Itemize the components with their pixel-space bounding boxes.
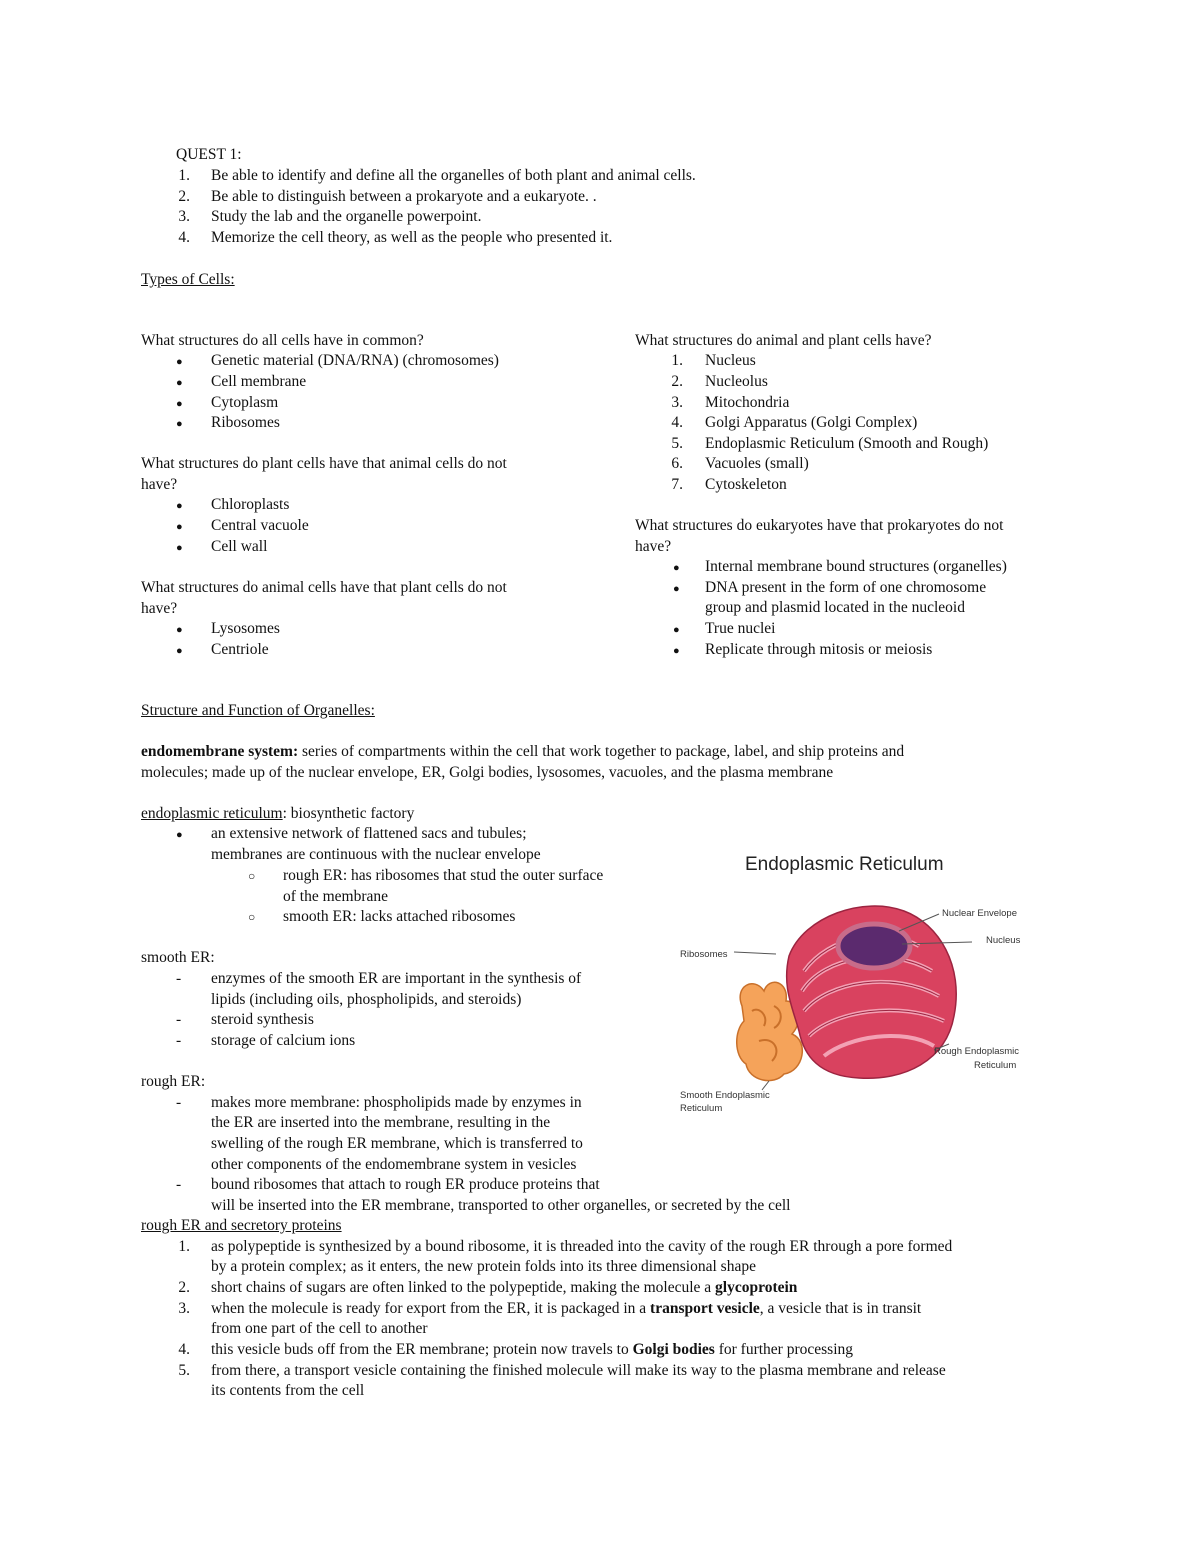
- list-item-cont: its contents from the cell: [211, 1382, 365, 1399]
- er-illustration: [664, 806, 1034, 1146]
- bullet-icon: ●: [176, 356, 183, 368]
- list-item-cont: other components of the endomembrane system in vesicles: [211, 1156, 577, 1173]
- dash-bullet: -: [176, 970, 182, 987]
- label-smooth-er-cont: Reticulum: [680, 1103, 723, 1114]
- list-item-cont: the ER are inserted into the membrane, resulting in the: [211, 1114, 551, 1131]
- list-item: as polypeptide is synthesized by a bound ribosome, it is threaded into the cavity of the rough ER through a pore formed: [211, 1238, 953, 1255]
- circle-bullet-icon: ○: [248, 910, 256, 924]
- text: for further processing: [714, 1341, 854, 1358]
- section-heading-types: Types of Cells:: [141, 271, 235, 288]
- bullet-icon: ●: [673, 562, 680, 574]
- dash-bullet: -: [176, 1011, 182, 1028]
- list-number: 5.: [671, 435, 683, 452]
- question-plant-only-cont: have?: [141, 476, 178, 493]
- list-item-cont: lipids (including oils, phospholipids, and steroids): [211, 991, 522, 1008]
- list-item-cont: swelling of the rough ER membrane, which is transferred to: [211, 1135, 583, 1152]
- smooth-er-heading: smooth ER:: [141, 949, 215, 966]
- text: short chains of sugars are often linked to the polypeptide, making the molecule a: [211, 1279, 716, 1296]
- list-item: Nucleolus: [705, 373, 768, 390]
- list-number: 1.: [671, 352, 683, 369]
- question-animal-only: What structures do animal cells have that plant cells do not: [141, 579, 507, 596]
- list-item: True nuclei: [705, 620, 776, 637]
- endomembrane-definition: [141, 742, 904, 763]
- secretory-heading: rough ER and secretory proteins: [141, 1217, 342, 1234]
- list-item: Vacuoles (small): [705, 455, 809, 472]
- list-item: Endoplasmic Reticulum (Smooth and Rough): [705, 435, 989, 452]
- rough-er-heading: rough ER:: [141, 1073, 206, 1090]
- bullet-icon: ●: [673, 583, 680, 595]
- dash-bullet: -: [176, 1094, 182, 1111]
- list-item: rough ER: has ribosomes that stud the outer surface: [283, 867, 604, 884]
- list-item: Centriole: [211, 641, 269, 658]
- list-item: [211, 1299, 921, 1320]
- bullet-icon: ●: [176, 398, 183, 410]
- list-number: 2.: [671, 373, 683, 390]
- list-item: Genetic material (DNA/RNA) (chromosomes): [211, 352, 499, 369]
- bullet-icon: ●: [176, 418, 183, 430]
- term: transport vesicle: [650, 1300, 760, 1317]
- list-item: [211, 1278, 797, 1299]
- list-item: Nucleus: [705, 352, 756, 369]
- list-item: Mitochondria: [705, 394, 790, 411]
- question-all-cells: What structures do all cells have in common?: [141, 332, 424, 349]
- list-item: Cytoplasm: [211, 394, 279, 411]
- list-item: Central vacuole: [211, 517, 309, 534]
- question-eukaryote-cont: have?: [635, 538, 672, 555]
- list-item-cont: of the membrane: [283, 888, 389, 905]
- er-definition: [141, 804, 414, 825]
- question-eukaryote: What structures do eukaryotes have that prokaryotes do not: [635, 517, 1004, 534]
- section-heading-organelles: Structure and Function of Organelles:: [141, 702, 375, 719]
- list-item: Be able to distinguish between a prokaryote and a eukaryote. .: [211, 188, 597, 205]
- bullet-icon: ●: [673, 624, 680, 636]
- list-item-cont: will be inserted into the ER membrane, transported to other organelles, or secreted by the cell: [211, 1197, 791, 1214]
- list-item: DNA present in the form of one chromosome: [705, 579, 987, 596]
- bullet-icon: ●: [176, 500, 183, 512]
- list-item: Lysosomes: [211, 620, 280, 637]
- list-item: Ribosomes: [211, 414, 280, 431]
- list-number: 3.: [671, 394, 683, 411]
- dash-bullet: -: [176, 1176, 182, 1193]
- endomembrane-definition-cont: molecules; made up of the nuclear envelope, ER, Golgi bodies, lysosomes, vacuoles, and the plasma membrane: [141, 764, 834, 781]
- list-item: steroid synthesis: [211, 1011, 314, 1028]
- list-item: Be able to identify and define all the organelles of both plant and animal cells.: [211, 167, 696, 184]
- label-nuclear-envelope: Nuclear Envelope: [942, 908, 1017, 919]
- bullet-icon: ●: [176, 377, 183, 389]
- text: this vesicle buds off from the ER membrane; protein now travels to: [211, 1341, 633, 1358]
- list-number: 2.: [178, 1279, 190, 1296]
- label-ribosomes: Ribosomes: [680, 949, 728, 960]
- circle-bullet-icon: ○: [248, 869, 256, 883]
- label-rough-er-cont: Reticulum: [974, 1060, 1017, 1071]
- list-item: Replicate through mitosis or meiosis: [705, 641, 933, 658]
- bullet-icon: ●: [176, 645, 183, 657]
- list-number: 6.: [671, 455, 683, 472]
- term: endoplasmic reticulum: [141, 805, 283, 822]
- list-number: 3.: [178, 208, 190, 225]
- bullet-icon: ●: [673, 645, 680, 657]
- list-number: 4.: [178, 229, 190, 246]
- text: when the molecule is ready for export from the ER, it is packaged in a: [211, 1300, 651, 1317]
- definition: series of compartments within the cell that work together to package, label, and ship proteins and: [298, 743, 905, 760]
- list-item: Study the lab and the organelle powerpoint.: [211, 208, 482, 225]
- bullet-icon: ●: [176, 521, 183, 533]
- term: Golgi bodies: [632, 1341, 715, 1358]
- list-item: Cell membrane: [211, 373, 307, 390]
- list-item-cont: from one part of the cell to another: [211, 1320, 428, 1337]
- list-item-cont: by a protein complex; as it enters, the new protein folds into its three dimensional shape: [211, 1258, 756, 1275]
- text: , a vesicle that is in transit: [759, 1300, 922, 1317]
- list-number: 2.: [178, 188, 190, 205]
- list-item-cont: group and plasmid located in the nucleoid: [705, 599, 965, 616]
- term: glycoprotein: [715, 1279, 798, 1296]
- term: endomembrane system:: [141, 743, 299, 760]
- list-item: enzymes of the smooth ER are important in the synthesis of: [211, 970, 582, 987]
- list-item: Internal membrane bound structures (organelles): [705, 558, 1007, 575]
- question-animal-only-cont: have?: [141, 600, 178, 617]
- list-item: from there, a transport vesicle containing the finished molecule will make its way to the plasma membrane and release: [211, 1362, 946, 1379]
- list-item-cont: membranes are continuous with the nuclear envelope: [211, 846, 541, 863]
- list-number: 7.: [671, 476, 683, 493]
- list-number: 1.: [178, 1238, 190, 1255]
- bullet-icon: ●: [176, 542, 183, 554]
- list-number: 4.: [671, 414, 683, 431]
- list-item: Cell wall: [211, 538, 268, 555]
- label-smooth-er: Smooth Endoplasmic: [680, 1090, 770, 1101]
- list-item: [211, 1340, 853, 1361]
- list-number: 4.: [178, 1341, 190, 1358]
- list-item: an extensive network of flattened sacs and tubules;: [211, 825, 527, 842]
- quest-title: QUEST 1:: [176, 146, 242, 163]
- list-item: Cytoskeleton: [705, 476, 787, 493]
- question-both: What structures do animal and plant cells have?: [635, 332, 932, 349]
- list-item: storage of calcium ions: [211, 1032, 356, 1049]
- list-item: makes more membrane: phospholipids made by enzymes in: [211, 1094, 582, 1111]
- endoplasmic-reticulum-figure: [664, 806, 1034, 1146]
- dash-bullet: -: [176, 1032, 182, 1049]
- label-nucleus: Nucleus: [986, 935, 1021, 946]
- definition: : biosynthetic factory: [282, 805, 415, 822]
- bullet-icon: ●: [176, 829, 183, 841]
- list-item: Memorize the cell theory, as well as the people who presented it.: [211, 229, 613, 246]
- list-number: 5.: [178, 1362, 190, 1379]
- list-item: Golgi Apparatus (Golgi Complex): [705, 414, 918, 431]
- list-item: smooth ER: lacks attached ribosomes: [283, 908, 516, 925]
- list-item: bound ribosomes that attach to rough ER produce proteins that: [211, 1176, 600, 1193]
- list-number: 1.: [178, 167, 190, 184]
- bullet-icon: ●: [176, 624, 183, 636]
- label-rough-er: Rough Endoplasmic: [934, 1046, 1020, 1057]
- list-number: 3.: [178, 1300, 190, 1317]
- question-plant-only: What structures do plant cells have that animal cells do not: [141, 455, 507, 472]
- list-item: Chloroplasts: [211, 496, 290, 513]
- figure-title: Endoplasmic Reticulum: [745, 854, 944, 875]
